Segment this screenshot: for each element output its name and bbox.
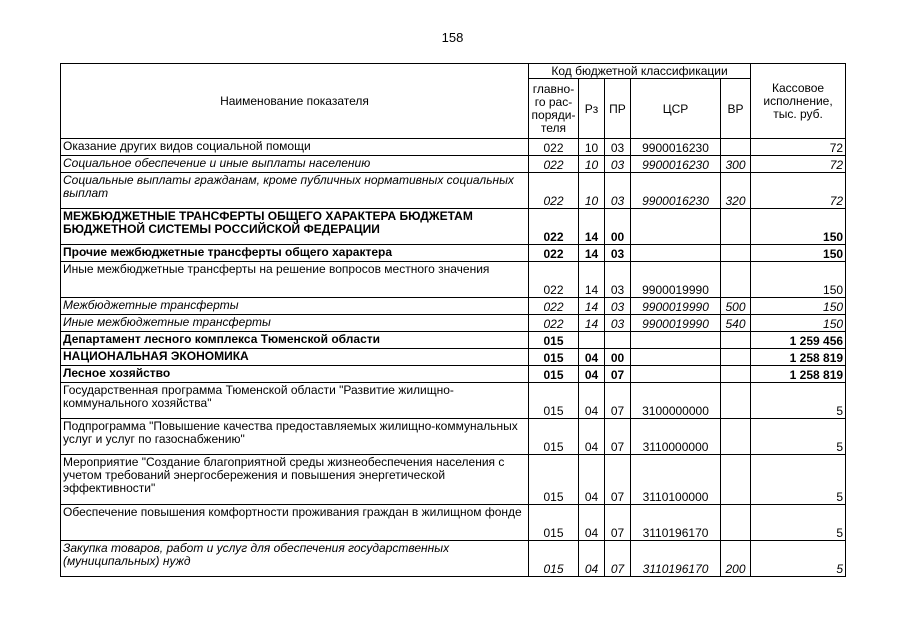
row-csr-code: 9900016230	[631, 139, 721, 156]
row-rz-code: 04	[579, 349, 605, 366]
row-admin-code: 022	[529, 315, 579, 332]
row-csr-code: 3110100000	[631, 455, 721, 505]
row-amount: 1 259 456	[751, 332, 846, 349]
row-pr-code: 07	[605, 419, 631, 455]
row-csr-code: 9900016230	[631, 156, 721, 173]
row-vr-code: 300	[721, 156, 751, 173]
row-pr-code: 00	[605, 349, 631, 366]
table-row	[61, 173, 846, 209]
row-csr-code	[631, 366, 721, 383]
row-amount: 72	[751, 156, 846, 173]
row-vr-code	[721, 332, 751, 349]
row-pr-code: 00	[605, 209, 631, 245]
page-number: 158	[441, 30, 464, 45]
row-vr-code	[721, 419, 751, 455]
row-admin-code: 015	[529, 332, 579, 349]
row-pr-code: 07	[605, 505, 631, 541]
header-rz: Рз	[579, 79, 605, 139]
table-row	[61, 505, 846, 541]
row-admin-code: 022	[529, 173, 579, 209]
row-pr-code: 03	[605, 315, 631, 332]
row-csr-code: 3100000000	[631, 383, 721, 419]
row-admin-code: 015	[529, 419, 579, 455]
table-row	[61, 419, 846, 455]
row-name: МЕЖБЮДЖЕТНЫЕ ТРАНСФЕРТЫ ОБЩЕГО ХАРАКТЕРА БЮДЖЕТАМ БЮДЖЕТНОЙ СИСТЕМЫ РОССИЙСКОЙ ФЕДЕРАЦИИ	[61, 209, 529, 245]
row-csr-code	[631, 245, 721, 262]
row-pr-code: 03	[605, 156, 631, 173]
row-amount: 5	[751, 505, 846, 541]
row-pr-code: 07	[605, 541, 631, 577]
row-name: Лесное хозяйство	[61, 366, 529, 383]
row-pr-code: 07	[605, 366, 631, 383]
row-csr-code	[631, 209, 721, 245]
row-admin-code: 022	[529, 245, 579, 262]
row-amount: 5	[751, 541, 846, 577]
table-body	[61, 139, 846, 577]
row-rz-code: 04	[579, 419, 605, 455]
table-row	[61, 209, 846, 245]
row-name: НАЦИОНАЛЬНАЯ ЭКОНОМИКА	[61, 349, 529, 366]
row-rz-code: 14	[579, 298, 605, 315]
row-csr-code: 9900019990	[631, 315, 721, 332]
row-rz-code: 04	[579, 383, 605, 419]
row-rz-code	[579, 332, 605, 349]
row-csr-code	[631, 349, 721, 366]
table-row	[61, 298, 846, 315]
row-amount: 1 258 819	[751, 366, 846, 383]
row-pr-code: 03	[605, 262, 631, 298]
row-admin-code: 022	[529, 209, 579, 245]
row-pr-code: 03	[605, 173, 631, 209]
row-admin-code: 015	[529, 366, 579, 383]
row-csr-code: 3110196170	[631, 541, 721, 577]
row-name: Иные межбюджетные трансферты	[61, 315, 529, 332]
row-vr-code	[721, 455, 751, 505]
row-csr-code: 3110000000	[631, 419, 721, 455]
row-vr-code	[721, 139, 751, 156]
row-name: Межбюджетные трансферты	[61, 298, 529, 315]
row-csr-code: 3110196170	[631, 505, 721, 541]
row-vr-code	[721, 245, 751, 262]
row-rz-code: 10	[579, 156, 605, 173]
row-rz-code: 14	[579, 262, 605, 298]
table-row	[61, 455, 846, 505]
budget-table	[60, 63, 846, 577]
row-pr-code: 07	[605, 455, 631, 505]
table-row	[61, 332, 846, 349]
row-admin-code: 015	[529, 505, 579, 541]
row-name: Мероприятие "Создание благоприятной среды жизнеобеспечения населения с учетом требований энергосбережения и повышения энергетической эффективности"	[61, 455, 529, 505]
row-vr-code: 200	[721, 541, 751, 577]
row-vr-code	[721, 383, 751, 419]
row-amount: 150	[751, 262, 846, 298]
row-pr-code	[605, 332, 631, 349]
header-pr: ПР	[605, 79, 631, 139]
header-vr: ВР	[721, 79, 751, 139]
header-name: Наименование показателя	[61, 64, 529, 139]
row-pr-code: 03	[605, 245, 631, 262]
row-amount: 150	[751, 298, 846, 315]
row-name: Оказание других видов социальной помощи	[61, 139, 529, 156]
table-row	[61, 245, 846, 262]
row-pr-code: 03	[605, 298, 631, 315]
table-row	[61, 541, 846, 577]
row-rz-code: 04	[579, 541, 605, 577]
row-pr-code: 07	[605, 383, 631, 419]
row-amount: 1 258 819	[751, 349, 846, 366]
row-csr-code: 9900016230	[631, 173, 721, 209]
row-vr-code	[721, 262, 751, 298]
row-pr-code: 03	[605, 139, 631, 156]
row-amount: 150	[751, 245, 846, 262]
row-rz-code: 14	[579, 245, 605, 262]
row-admin-code: 015	[529, 455, 579, 505]
row-rz-code: 14	[579, 315, 605, 332]
row-amount: 72	[751, 139, 846, 156]
row-rz-code: 04	[579, 366, 605, 383]
row-csr-code: 9900019990	[631, 262, 721, 298]
header-admin: главно-го рас-поряди-теля	[529, 79, 579, 139]
row-admin-code: 015	[529, 383, 579, 419]
row-amount: 5	[751, 383, 846, 419]
table-row	[61, 315, 846, 332]
row-name: Иные межбюджетные трансферты на решение вопросов местного значения	[61, 262, 529, 298]
row-csr-code	[631, 332, 721, 349]
row-name: Закупка товаров, работ и услуг для обеспечения государственных (муниципальных) нужд	[61, 541, 529, 577]
table-row	[61, 262, 846, 298]
row-admin-code: 022	[529, 262, 579, 298]
row-vr-code	[721, 349, 751, 366]
row-name: Прочие межбюджетные трансферты общего характера	[61, 245, 529, 262]
table-row	[61, 366, 846, 383]
row-admin-code: 015	[529, 541, 579, 577]
row-rz-code: 14	[579, 209, 605, 245]
table-row	[61, 139, 846, 156]
row-amount: 5	[751, 419, 846, 455]
row-name: Социальное обеспечение и иные выплаты населению	[61, 156, 529, 173]
row-name: Социальные выплаты гражданам, кроме публичных нормативных социальных выплат	[61, 173, 529, 209]
header-classification-group: Код бюджетной классификации	[529, 64, 751, 79]
row-admin-code: 015	[529, 349, 579, 366]
row-name: Государственная программа Тюменской области "Развитие жилищно-коммунального хозяйства"	[61, 383, 529, 419]
header-amount: Кассовое исполнение, тыс. руб.	[751, 64, 846, 139]
row-vr-code	[721, 366, 751, 383]
row-rz-code: 10	[579, 139, 605, 156]
row-rz-code: 10	[579, 173, 605, 209]
row-vr-code	[721, 505, 751, 541]
row-rz-code: 04	[579, 455, 605, 505]
row-rz-code: 04	[579, 505, 605, 541]
row-admin-code: 022	[529, 156, 579, 173]
row-amount: 72	[751, 173, 846, 209]
table-row	[61, 349, 846, 366]
row-amount: 150	[751, 209, 846, 245]
table-row	[61, 156, 846, 173]
row-amount: 150	[751, 315, 846, 332]
row-vr-code: 500	[721, 298, 751, 315]
row-admin-code: 022	[529, 298, 579, 315]
row-name: Департамент лесного комплекса Тюменской области	[61, 332, 529, 349]
row-name: Подпрограмма "Повышение качества предоставляемых жилищно-коммунальных услуг и услуг по газоснабжению"	[61, 419, 529, 455]
row-csr-code: 9900019990	[631, 298, 721, 315]
row-amount: 5	[751, 455, 846, 505]
header-csr: ЦСР	[631, 79, 721, 139]
row-vr-code: 320	[721, 173, 751, 209]
row-admin-code: 022	[529, 139, 579, 156]
table-row	[61, 383, 846, 419]
row-name: Обеспечение повышения комфортности проживания граждан в жилищном фонде	[61, 505, 529, 541]
table-header	[61, 64, 846, 139]
row-vr-code: 540	[721, 315, 751, 332]
row-vr-code	[721, 209, 751, 245]
